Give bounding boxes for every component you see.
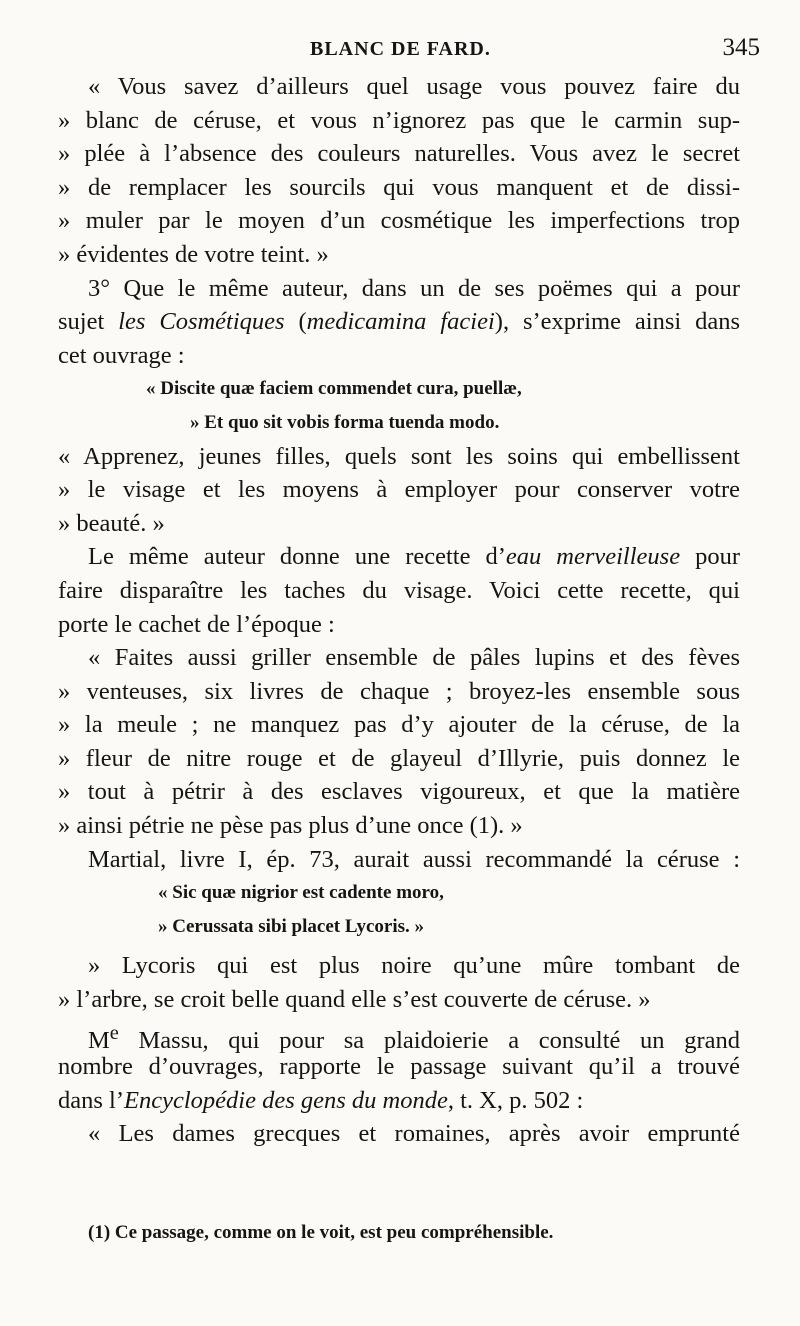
text-line: » de remplacer les sourcils qui vous manquent et de dissi- bbox=[58, 173, 740, 201]
text-line bbox=[58, 1017, 740, 1054]
text-fragment: Le même auteur donne une recette d’ bbox=[88, 543, 506, 571]
text-line: porte le cachet de l’époque : bbox=[58, 610, 335, 638]
page-header bbox=[60, 34, 760, 64]
text-line: » évidentes de votre teint. » bbox=[58, 240, 329, 268]
text-fragment: dans l’ bbox=[58, 1086, 124, 1114]
text-line: « Les dames grecques et romaines, après avoir emprunté bbox=[88, 1120, 740, 1148]
text-line: « Faites aussi griller ensemble de pâles lupins et des fèves bbox=[88, 644, 740, 672]
text-line: » plée à l’absence des couleurs naturelles. Vous avez le secret bbox=[58, 140, 740, 168]
text-line: » tout à pétrir à des esclaves vigoureux, et que la matière bbox=[58, 778, 740, 806]
text-fragment: Massu, qui pour sa plaidoierie a consulté un grand bbox=[118, 1026, 740, 1054]
latin-title: medicamina faciei bbox=[306, 308, 495, 336]
text-line bbox=[58, 540, 740, 574]
footnote: (1) Ce passage, comme on le voit, est peu compréhensible. bbox=[88, 1222, 554, 1243]
page-number: 345 bbox=[722, 34, 760, 61]
superscript: e bbox=[109, 1021, 119, 1044]
text-line: » le visage et les moyens à employer pour conserver votre bbox=[58, 476, 740, 504]
text-line: » muler par le moyen d’un cosmétique les imperfections trop bbox=[58, 207, 740, 235]
recipe-name: eau merveilleuse bbox=[505, 543, 681, 571]
text-line: faire disparaître les taches du visage. Voici cette recette, qui bbox=[58, 576, 740, 604]
text-line: cet ouvrage : bbox=[58, 341, 185, 369]
text-line: nombre d’ouvrages, rapporte le passage suivant qu’il a trouvé bbox=[58, 1053, 740, 1081]
text-line: « Vous savez d’ailleurs quel usage vous pouvez faire du bbox=[88, 73, 740, 100]
text-fragment: ), s’exprime ainsi dans bbox=[494, 308, 740, 336]
latin-verse: « Discite quæ faciem commendet cura, puellæ, bbox=[146, 378, 522, 400]
text-line: Martial, livre I, ép. 73, aurait aussi recommandé la céruse : bbox=[88, 845, 740, 873]
text-fragment: sujet bbox=[58, 308, 119, 336]
text-line: » la meule ; ne manquez pas d’y ajouter de la céruse, de la bbox=[58, 711, 740, 739]
latin-verse: » Cerussata sibi placet Lycoris. » bbox=[158, 915, 424, 937]
page-body bbox=[58, 70, 740, 1151]
running-head: BLANC DE FARD. bbox=[310, 38, 491, 60]
text-line bbox=[58, 1084, 740, 1118]
text-line: » venteuses, six livres de chaque ; broyez-les ensemble sous bbox=[58, 677, 740, 705]
book-title: les Cosmétiques bbox=[118, 308, 285, 336]
text-line: » blanc de céruse, et vous n’ignorez pas que le carmin sup- bbox=[58, 106, 740, 134]
text-line: » l’arbre, se croit belle quand elle s’est couverte de céruse. » bbox=[58, 986, 651, 1014]
text-line: » ainsi pétrie ne pèse pas plus d’une once (1). » bbox=[58, 812, 523, 840]
latin-verse: « Sic quæ nigrior est cadente moro, bbox=[158, 882, 444, 904]
text-line: » fleur de nitre rouge et de glayeul d’Illyrie, puis donnez le bbox=[58, 744, 740, 772]
text-line bbox=[58, 305, 740, 339]
text-fragment: ( bbox=[284, 308, 307, 336]
encyclopedia-title: Encyclopédie des gens du monde bbox=[124, 1086, 448, 1114]
text-fragment: , t. X, p. 502 : bbox=[447, 1086, 584, 1114]
text-line: » Lycoris qui est plus noire qu’une mûre tombant de bbox=[88, 952, 740, 980]
text-line: « Apprenez, jeunes filles, quels sont les soins qui embellissent bbox=[58, 442, 740, 470]
text-line: 3° Que le même auteur, dans un de ses poëmes qui a pour bbox=[88, 274, 740, 302]
latin-verse: » Et quo sit vobis forma tuenda modo. bbox=[190, 411, 500, 433]
text-fragment: pour bbox=[680, 543, 740, 571]
text-line: » beauté. » bbox=[58, 509, 165, 537]
text-fragment: M bbox=[88, 1026, 110, 1054]
